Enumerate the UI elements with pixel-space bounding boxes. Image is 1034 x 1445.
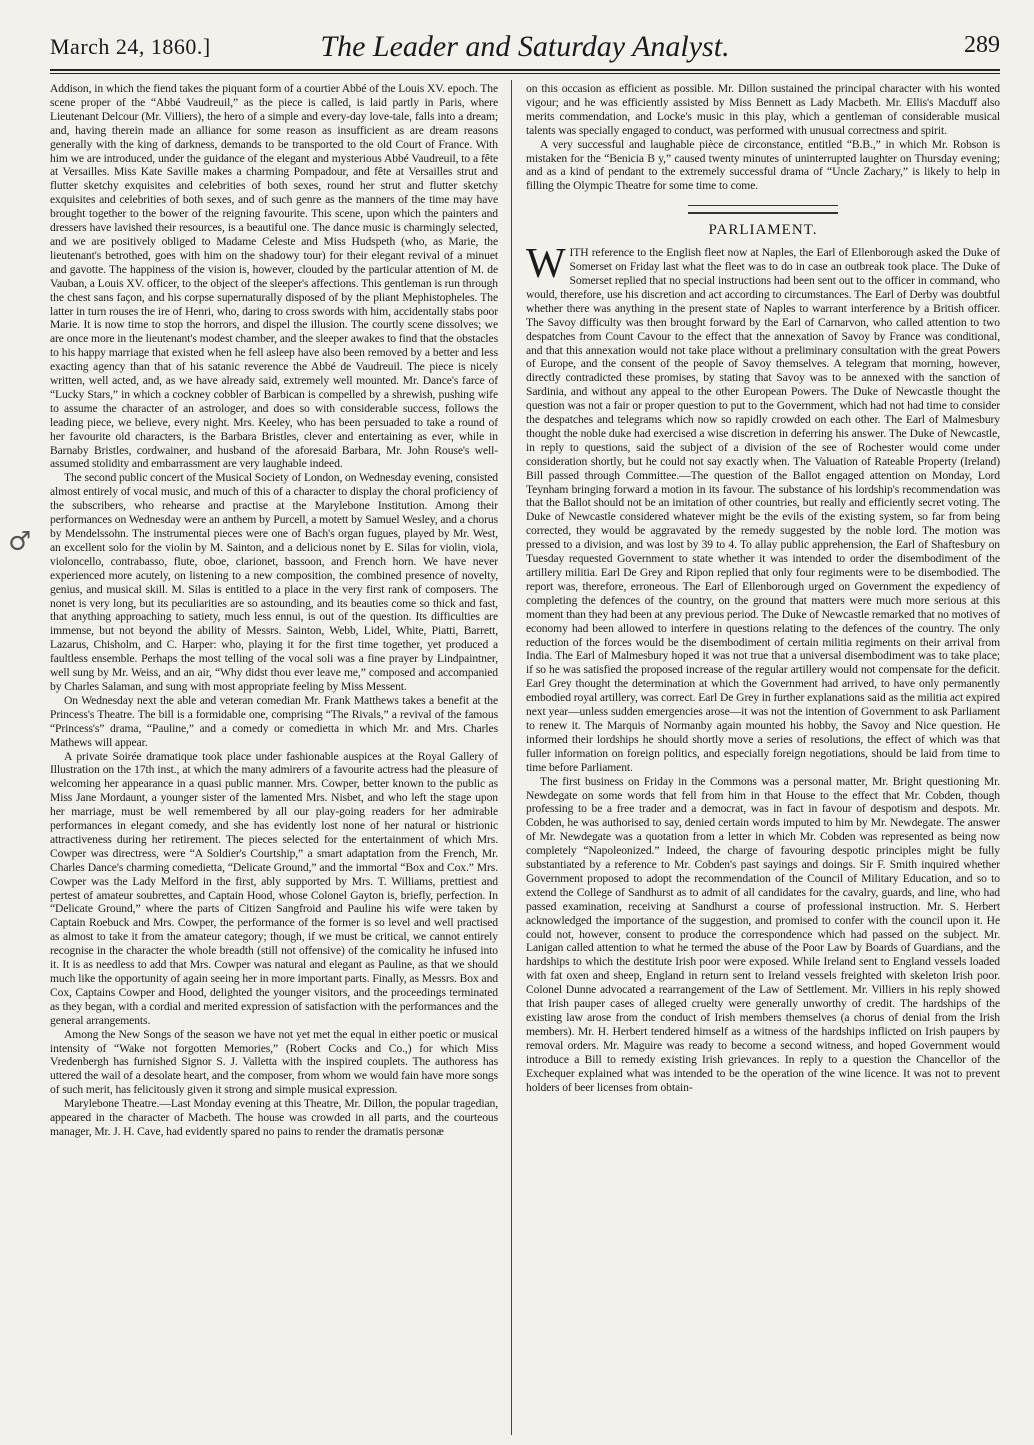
issue-date: March 24, 1860.]	[50, 34, 211, 59]
drop-cap: W	[526, 241, 566, 288]
article-paragraph: Addison, in which the fiend takes the piquant form of a courtier Abbé of the Louis XV. epoch. The scene proper of the “Abbé Vaudreuil,” as the piece is called, is laid partly in Paris, where Lieutenant Delcour (Mr. Villiers), the hero of a simple and every-day love-tale, falls into a dream; and, having therein made an alliance for some reason as insufficient as are dream reasons generally with the king of darkness, demands to be transported to the old Court of France. With him we are introduced, under the guidance of the elegant and mysterious Abbé Vaudreuil, to a fête at Versailles. Miss Kate Saville makes a charming Pompadour, and fête at Versailles strut and flutter sketchy exquisites and celebrities of both sexes, round her strut and flutter sketchy exquisites and celebrities of both sexes, and of such genre as the manners of the time may have brought together to the bower of the reigning favourite. This scene, upon which the painters and dressers have lavished their resources, is a beautiful one. The dance music is charmingly selected, and we are positively obliged to Madame Celeste and Miss Hudspeth (who, as Marie, the lieutenant's betrothed, goes with him on the shadowy tour) for their elegant revival of a minuet and gavotte. The happiness of the vision is, however, clouded by the particular attention of M. de Vauban, a Louis XV. officer, to the object of the sleeper's affections. This gentleman is run through the chest sans façon, and his corpse supernaturally disposed of by the pliant Mephistopheles. The latter in turn rouses the ire of Henri, who, daring to cross swords with him, accidentally stabs poor Marie. It is now time to stop the horrors, and dispel the illusion. The courtly scene dissolves; we are once more in the lieutenant's modest chamber, and the sleeper awakes to find that the obstacles to his happy marriage that existed when he fell asleep have also been removed by a better and less exacting agency than that of his satanic reverence the Abbé de Vaudreuil. The piece is nicely written, well acted, and, as we have already said, extremely well mounted. Mr. Dance's farce of “Lucky Stars,” in which a cockney cobbler of Barbican is compelled by a shrewish, pushing wife to assume the character of an astrologer, and does so with considerable success, follows the leading piece, we believe, every night. Mrs. Keeley, who has been persuaded to take a round of her favourite old characters, is the Barbara Bristles, clever and entertaining as ever, while in Barnaby Bristles, cordwainer, and husband of the aforesaid Barbara, Mr. John Rouse's well-assumed stolidity and embarrassment are very laughable indeed.	[50, 82, 498, 471]
right-column	[526, 82, 1000, 1434]
article-paragraph: On Wednesday next the able and veteran comedian Mr. Frank Matthews takes a benefit at the Princess's Theatre. The bill is a formidable one, comprising “The Rivals,” a revival of the famous “Princess's” drama, “Pauline,” and a comedy or comedietta in which Mr. and Mrs. Charles Mathews will appear.	[50, 693, 498, 749]
article-paragraph: A private Soirée dramatique took place under fashionable auspices at the Royal Gallery of Illustration on the 17th inst., at which the many admirers of a favourite actress had the pleasure of welcoming her appearance in a quasi public manner. Mrs. Cowper, better known to the public as Miss Jane Mordaunt, a younger sister of the lamented Mrs. Nisbet, and who left the stage upon her marriage, must be well remembered by all our play-going readers for her admirable performances in elegant comedy, and she has evidently lost none of her natural or histrionic attractiveness during her retirement. The pieces selected for the entertainment of which Mrs. Cowper was directress, were “A Soldier's Courtship,” a smart adaptation from the French, Mr. Charles Dance's charming comedietta, “Delicate Ground,” and the immortal “Box and Cox.” Mrs. Cowper was the Lady Melford in the first, ably supported by Mrs. T. Williams, prettiest and pertest of amateur soubrettes, and Captain Hood, whose Colonel Gayton is, briefly, perfection. In “Delicate Ground,” where the parts of Citizen Sangfroid and Pauline his wife were taken by Captain Roebuck and Mrs. Cowper, the performance of the former is so level and well practised as almost to take it from the amateur category; though, if we must be critical, we cannot entirely recognise in the character the whole breadth (still not offensive) of the comicality he infused into it. It is as needless to add that Mrs. Cowper was natural and elegant as Pauline, as that we should much like the opportunity of again seeing her in more important parts. Finally, as Messrs. Box and Cox, Captains Cowper and Hood, delighted the younger visitors, and the proceedings terminated as they began, with a cordial and merited expression of satisfaction with the performances and the general arrangements.	[50, 749, 498, 1027]
page-number: 289	[964, 32, 1000, 58]
left-column	[50, 82, 498, 1434]
section-rule-thick	[688, 212, 838, 214]
section-rule	[688, 205, 838, 206]
section-heading: PARLIAMENT.	[708, 222, 818, 239]
article-paragraph	[526, 241, 1000, 774]
margin-annotation: ♂	[8, 527, 32, 557]
article-paragraph: on this occasion as efficient as possible. Mr. Dillon sustained the principal character with his wonted vigour; and he was efficiently assisted by Miss Bennett as Lady Macbeth. Mr. Ellis's Macduff also merits commendation, and Locke's music in this play, which a gentleman of considerable musical talents was specially engaged to conduct, was performed with unusual correctness and spirit.	[526, 82, 1000, 137]
article-paragraph: The first business on Friday in the Commons was a personal matter, Mr. Bright questioning Mr. Newdegate on some words that fell from him in that House to the effect that Mr. Cobden, though professing to be a free trader and a democrat, was in fact in favour of despotism and despots. Mr. Cobden, he was authorised to say, denied certain words imputed to him by Mr. Newdegate. The answer of Mr. Newdegate was a quotation from a letter in which Mr. Cobden was represented as being now completely “Napoleonized.” Indeed, the charge of favouring despotic principles might be fully substantiated by a reference to Mr. Cobden's past sayings and doings. Sir F. Smith inquired whether Government proposed to adopt the recommendation of the Council of Military Education, and so to extend the College of Sandhurst as to admit of all candidates for the cavalry, guards, and line, who had passed examination, receiving at Sandhurst a course of professional instruction. Mr. S. Herbert acknowledged the importance of the suggestion, and promised to confer with the council upon it. He could not, however, consent to produce the correspondence which had passed on the subject. Mr. Lanigan called attention to what he termed the abuse of the Poor Law by Boards of Guardians, and the hardships to which the destitute Irish poor were exposed. While Ireland sent to England vessels loaded with fat oxen and sheep, England in return sent to Ireland vessels freighted with skeleton Irish poor. Colonel Dunne advocated a rearrangement of the Law of Settlement. Mr. Villiers in his reply showed that Irish pauper cases of alleged cruelty were generally unworthy of credit. The hardships of the existing law arose from the conduct of Irish members themselves (a chorus of denial from the Irish members). Mr. H. Herbert tendered himself as a witness of the hardships inflicted on Irish paupers by removal orders. Mr. Maguire was ready to become a second witness, and hoped Government would introduce a Bill to remedy existing Irish grievances. In reply to a question the Chancellor of the Exchequer explained what was intended to be the operation of the wine licence. It was not to prevent holders of beer licenses from obtain-	[526, 774, 1000, 1094]
page-header	[50, 26, 1000, 66]
column-divider	[511, 80, 512, 1435]
header-rule	[50, 69, 1000, 71]
article-paragraph: A very successful and laughable pièce de circonstance, entitled “B.B.,” in which Mr. Robson is mistaken for the “Benicia B y,” caused twenty minutes of uninterrupted laughter on Thursday evening; and as a kind of pendant to the extremely successful drama of “Uncle Zachary,” is likely to help in filling the Olympic Theatre for some time to come.	[526, 137, 1000, 193]
paragraph-text: ITH reference to the English fleet now at Naples, the Earl of Ellenborough asked the Duke of Somerset on Friday last what the fleet was to do in case an outbreak took place. The Duke of Somerset replied that no special instructions had been sent out to the officer in command, who would, therefore, use his discretion and act according to circumstances. The Earl of Derby was doubtful whether there was anything in the present state of Naples to warrant interference by a British officer. The Savoy difficulty was then brought forward by the Earl of Carnarvon, who called attention to two despatches from Count Cavour to the effect that the annexation of Savoy by France was conditional, and that this annexation would not take place without a preliminary consultation with the great Powers of Europe, and the consent of the people of Savoy themselves. A telegram that morning, however, directly contradicted these promises, by stating that Savoy was to be annexed with the sanction of Sardinia, and without any appeal to the other European Powers. The Duke of Newcastle thought the question was not a fair or proper question to put to the Government, which had not had time to consider the despatches and telegrams which now so rapidly crowded on each other. The Earl of Malmesbury thought the noble duke had exercised a wise discretion in deferring his answer. The Duke of Newcastle, in reply to questions, said the subject of a division of the see of Rochester would come under consideration shortly, but he could not say exactly when. The Valuation of Rateable Property (Ireland) Bill passed through Committee.—The question of the Ballot engaged attention on Monday, Lord Teynham bringing forward a motion in its favour. The substance of his lordship's recommendation was that the Ballot should not be an imitation of other countries, but really and efficiently secret voting. The Duke of Newcastle considered whatever might be the evils of the existing system, so far from being corrected, they would be aggravated by the remedy suggested by the noble lord. The motion was pressed to a division, and was lost by 39 to 4. To allay public apprehension, the Earl of Shaftesbury on Tuesday requested Government to state whether it was intended to order the disembodiment of the artillery militia. Earl De Grey and Ripon replied that only four regiments were to be disembodied. The report was, therefore, erroneous. The Earl of Ellenborough urged on Government the expediency of completing the defences of the country, on the ground that matters were much more serious at this moment than they had been at any previous period. The Duke of Newcastle remarked that no motives of economy had been allowed to interfere in questions relating to the defences of the country. The only reduction of the forces would be the disembodiment of certain militia regiments on their arrival from India. The Earl of Malmesbury hoped it was not true that a universal disembodiment was to take place; if so he was satisfied the proposed increase of the regular artillery would not compensate for the deficit. Earl Grey thought the determination at which the Government had arrived, to have only permanently embodied royal artillery, was correct. Earl De Grey in further explanations said as the militia act expired next year—unless sudden emergencies arose—it was not the intention of Government to ask Parliament to renew it. The Marquis of Normanby again mounted his hobby, the Savoy and Nice question. He informed their lordships he should shortly move a series of resolutions, the effect of which was that fuller information on foreign politics, and especially foreign negotiations, should be laid from time to time before Parliament.	[526, 246, 1000, 774]
article-paragraph: Among the New Songs of the season we have not yet met the equal in either poetic or musical intensity of “Wake not forgotten Memories,” (Robert Cocks and Co.,) for which Miss Vredenbergh has furnished Signor S. J. Valletta with the inspired couplets. The authoress has uttered the wail of a desolate heart, and the composer, from whom we would fain have more songs of such merit, has felicitously given it strong and simple musical expression.	[50, 1027, 498, 1097]
article-paragraph: Marylebone Theatre.—Last Monday evening at this Theatre, Mr. Dillon, the popular tragedian, appeared in the character of Macbeth. The house was crowded in all parts, and the courteous manager, Mr. J. H. Cave, had evidently spared no pains to render the dramatis personæ	[50, 1097, 498, 1138]
header-rule-thin	[50, 73, 1000, 74]
publication-title: The Leader and Saturday Analyst.	[320, 30, 730, 63]
article-paragraph: The second public concert of the Musical Society of London, on Wednesday evening, consisted almost entirely of vocal music, and much of this of a character to display the choral proficiency of the subscribers, who rehearse and practise at the Marylebone Institution. Among their performances on Wednesday were an anthem by Purcell, a motett by Samuel Wesley, and a chorus by Mendelssohn. The instrumental pieces were one of Bach's organ fugues, played by Mr. West, an excellent solo for the violin by M. Sainton, and a delicious nonet by E. Silas for violin, viola, violoncello, contrabasso, flute, oboe, clarionet, bassoon, and French horn. We have never experienced more acutely, on listening to a new composition, the combined presence of novelty, genius, and musical skill. M. Silas is entitled to a place in the very first rank of composers. The nonet is very long, but its peculiarities are so astounding, and its beauties come so thick and fast, that anything approaching to satiety, much less ennui, is out of the question. Its difficulties are immense, but not beyond the ability of Messrs. Sainton, Webb, Lidel, White, Piatti, Barrett, Lazarus, Chisholm, and C. Harper: who, playing it for the first time together, yet produced a faultless ensemble. Perhaps the most telling of the vocal soli was a fine prayer by Lindpaintner, well sung by Mr. Weiss, and an air, “Why didst thou ever leave me,” composed and accompanied by Charles Salaman, and sung with most appropriate feeling by Miss Messent.	[50, 471, 498, 693]
